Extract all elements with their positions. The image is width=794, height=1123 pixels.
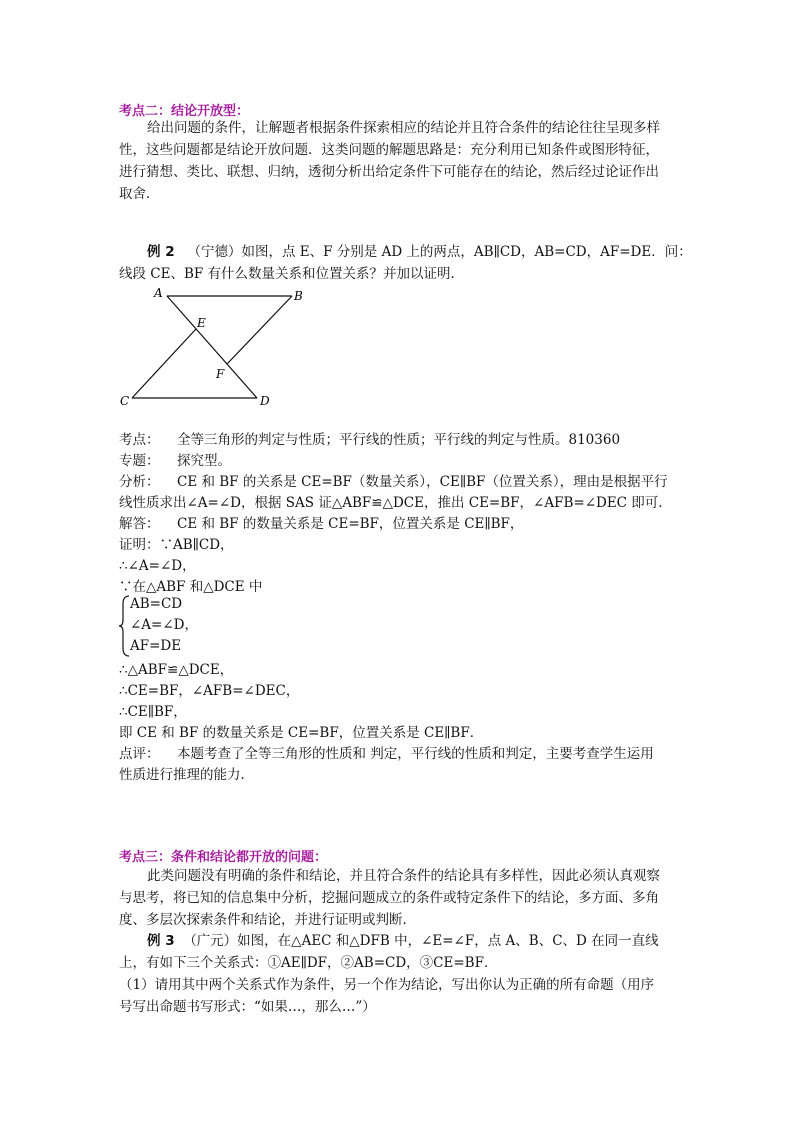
segment-ce [132, 329, 196, 398]
label-d: D [260, 394, 270, 408]
example3-line3: （1）请用其中两个关系式作为条件，另一个作为结论，写出你认为正确的所有命题（用序 [119, 977, 655, 993]
example2-label: 例 2 [147, 244, 175, 260]
section2-heading: 考点二：结论开放型： [119, 104, 250, 119]
label-a: A [154, 286, 163, 300]
label-f: F [216, 367, 225, 381]
fenxi-label: 分析： [119, 474, 160, 490]
kaodian-text: 全等三角形的判定与性质；平行线的性质；平行线的判定与性质。810360 [177, 432, 621, 448]
jieda-row [119, 514, 523, 534]
example3-label: 例 3 [147, 933, 175, 949]
proof-line: ∴△ABF≌△DCE， [119, 662, 234, 678]
dianping-row [119, 744, 654, 764]
kaodian-label: 考点： [119, 432, 160, 448]
fenxi-line2: 线性质求出∠A=∠D，根据 SAS 证△ABF≌△DCE，推出 CE=BF，∠AFB=∠DEC 即可． [119, 495, 672, 511]
label-b: B [294, 289, 303, 303]
condition-brace-group [119, 594, 319, 658]
example2-question-line2: 线段 CE、BF 有什么数量关系和位置关系？并加以证明． [119, 266, 465, 282]
proof-line: 证明：∵AB∥CD， [119, 537, 234, 553]
proof-line: ∴∠A=∠D， [119, 558, 196, 574]
example2-question [119, 242, 692, 262]
dianping-line1: 本题考查了全等三角形的性质和 判定，平行线的性质和判定，主要考查学生运用 [177, 746, 654, 762]
kaodian-row [119, 430, 620, 450]
dianping-line2: 性质进行推理的能力． [119, 767, 254, 783]
intro-line: 此类问题没有明确的条件和结论，并且符合条件的结论具有多样性，因此必须认真观察 [147, 868, 660, 884]
example3-line4: 号写出命题书写形式：“如果…，那么…”） [119, 999, 376, 1015]
intro-line: 给出问题的条件，让解题者根据条件探索相应的结论并且符合条件的结论往往呈现多样 [147, 120, 660, 136]
proof-line: 即 CE 和 BF 的数量关系是 CE=BF，位置关系是 CE∥BF． [119, 725, 484, 741]
intro-line: 取舍． [119, 186, 160, 202]
brace-row: AF=DE [130, 638, 182, 654]
brace-rows [130, 594, 198, 657]
intro-line: 性，这些问题都是结论开放问题．这类问题的解题思路是：充分利用已知条件或图形特征， [119, 142, 659, 158]
fenxi-row [119, 472, 668, 492]
proof-line: ∵在△ABF 和△DCE 中 [119, 579, 263, 595]
section3-intro [119, 865, 679, 931]
intro-line: 进行猜想、类比、联想、归纳，透彻分析出给定条件下可能存在的结论，然后经过论证作出 [119, 164, 659, 180]
example3-line1 [119, 931, 659, 951]
brace-row: AB=CD [130, 596, 183, 612]
label-e: E [197, 316, 206, 330]
geometry-figure [112, 283, 312, 408]
dianping-label: 点评： [119, 746, 160, 762]
intro-line: 度、多层次探索条件和结论，并进行证明或判断． [119, 912, 416, 928]
example3-line2: 上，有如下三个关系式：①AE∥DF，②AB=CD，③CE=BF． [119, 955, 498, 971]
intro-line: 与思考，将已知的信息集中分析，挖掘问题成立的条件或特定条件下的结论，多方面、多角 [119, 890, 659, 906]
zhuanti-text: 探究型。 [177, 453, 231, 469]
example2-question-line1: （宁德）如图，点 E、F 分别是 AD 上的两点，AB∥CD，AB=CD，AF=DE．问： [187, 244, 692, 260]
jieda-label: 解答： [119, 516, 160, 532]
zhuanti-label: 专题： [119, 453, 160, 469]
section2-intro [119, 117, 679, 205]
segment-bf [227, 296, 292, 364]
example3-line1-text: （广元）如图，在△AEC 和△DFB 中，∠E=∠F，点 A、B、C、D 在同一直线 [183, 933, 659, 949]
proof-line: ∴CE=BF，∠AFB=∠DEC， [119, 683, 300, 699]
jieda-text: CE 和 BF 的数量关系是 CE=BF，位置关系是 CE∥BF， [177, 516, 524, 532]
zhuanti-row [119, 451, 231, 471]
brace-row: ∠A=∠D， [130, 617, 199, 633]
fenxi-line1: CE 和 BF 的关系是 CE=BF（数量关系），CE∥BF（位置关系），理由是根据平行 [177, 474, 668, 490]
section3-heading: 考点三：条件和结论都开放的问题： [119, 850, 328, 865]
label-c: C [120, 394, 130, 408]
proof-line: ∴CE∥BF， [119, 704, 187, 720]
